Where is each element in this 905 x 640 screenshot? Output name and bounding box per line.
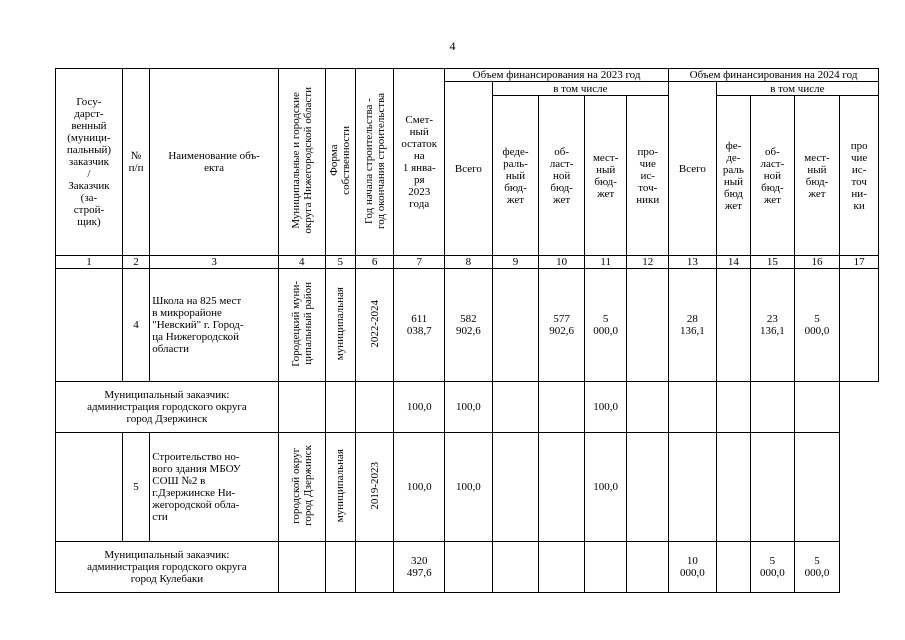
cell-local-2024 — [794, 433, 840, 542]
cell-object-name: Школа на 825 мест в микрорайоне "Невский" г. Город- ца Нижегородской области — [150, 269, 279, 382]
cell-total-2023: 100,0 — [445, 382, 493, 433]
column-number: 1 — [56, 256, 123, 269]
column-number-row — [56, 256, 879, 269]
cell-municipality — [278, 542, 325, 593]
column-number: 13 — [669, 256, 717, 269]
column-number: 4 — [278, 256, 325, 269]
header-number: № п/п — [122, 69, 149, 256]
header-financing-2023: Объем финансирования на 2023 год — [445, 69, 669, 82]
cell-regional-2023 — [539, 433, 585, 542]
header-regional-2023: об- ласт- ной бюд- жет — [539, 96, 585, 256]
cell-customer — [56, 269, 123, 382]
column-number: 3 — [150, 256, 279, 269]
cell-local-2023: 5 000,0 — [584, 269, 627, 382]
cell-ownership — [325, 542, 355, 593]
column-number: 10 — [539, 256, 585, 269]
cell-municipality — [278, 382, 325, 433]
header-estimate: Смет- ный остаток на 1 янва- ря 2023 года — [394, 69, 445, 256]
cell-empty — [840, 382, 879, 433]
cell-years: 2022-2024 — [355, 269, 394, 382]
cell-regional-2023 — [539, 382, 585, 433]
cell-federal-2023 — [492, 269, 539, 382]
cell-regional-2023: 577 902,6 — [539, 269, 585, 382]
cell-total-2024 — [669, 433, 717, 542]
cell-local-2024: 5 000,0 — [794, 542, 840, 593]
column-number: 6 — [355, 256, 394, 269]
header-local-2023: мест- ный бюд- жет — [584, 96, 627, 256]
header-other-2023: про- чие ис- точ- ники — [627, 96, 669, 256]
cell-ownership — [325, 382, 355, 433]
cell-local-2023: 100,0 — [584, 382, 627, 433]
cell-number: 5 — [122, 433, 149, 542]
cell-municipality: Городецкий муни- ципальный район — [278, 269, 325, 382]
cell-object-name: Строительство но- вого здания МБОУ СОШ №2 в г.Дзержинске Ни- жегородской обла- сти — [150, 433, 279, 542]
financing-table — [55, 68, 879, 593]
column-number: 2 — [122, 256, 149, 269]
column-number: 15 — [751, 256, 795, 269]
column-number: 5 — [325, 256, 355, 269]
header-customer: Госу- дарст- венный (муници- пальный) заказчик / Заказчик (за- строй- щик) — [56, 69, 123, 256]
cell-regional-2024 — [751, 433, 795, 542]
table-row-mbou — [56, 433, 879, 542]
cell-estimate: 611 038,7 — [394, 269, 445, 382]
column-number: 9 — [492, 256, 539, 269]
header-federal-2023: феде- раль- ный бюд- жет — [492, 96, 539, 256]
cell-total-2023: 100,0 — [445, 433, 493, 542]
header-total-2024: Всего — [669, 82, 717, 256]
cell-customer — [56, 433, 123, 542]
column-number: 16 — [794, 256, 840, 269]
header-total-2023: Всего — [445, 82, 493, 256]
cell-ownership: муниципальная — [325, 433, 355, 542]
cell-other-2023 — [627, 269, 669, 382]
table-row-school — [56, 269, 879, 382]
cell-total-2024: 10 000,0 — [669, 542, 717, 593]
cell-empty — [840, 542, 879, 593]
cell-federal-2024 — [716, 382, 750, 433]
cell-estimate: 100,0 — [394, 382, 445, 433]
cell-local-2023 — [584, 542, 627, 593]
cell-federal-2023 — [492, 382, 539, 433]
cell-regional-2024: 5 000,0 — [751, 542, 795, 593]
cell-regional-2023 — [539, 542, 585, 593]
cell-federal-2023 — [492, 433, 539, 542]
table-row-customer-dzerzhinsk — [56, 382, 879, 433]
cell-total-2023: 582 902,6 — [445, 269, 493, 382]
header-years: Год начала строительства - год окончания строительства — [355, 69, 394, 256]
cell-empty — [840, 433, 879, 542]
cell-total-2024: 28 136,1 — [669, 269, 717, 382]
cell-estimate: 320 497,6 — [394, 542, 445, 593]
cell-other-2023 — [627, 382, 669, 433]
cell-local-2023: 100,0 — [584, 433, 627, 542]
cell-federal-2024 — [716, 542, 750, 593]
cell-local-2024 — [794, 382, 840, 433]
header-including-2023: в том числе — [492, 82, 668, 96]
cell-years — [355, 542, 394, 593]
header-municipality: Муниципальные и городские округа Нижегородской области — [278, 69, 325, 256]
table-row-customer-kulebaki — [56, 542, 879, 593]
header-regional-2024: об- ласт- ной бюд- жет — [751, 96, 795, 256]
cell-years: 2019-2023 — [355, 433, 394, 542]
cell-municipality: городской округ город Дзержинск — [278, 433, 325, 542]
cell-total-2024 — [669, 382, 717, 433]
header-including-2024: в том числе — [716, 82, 878, 96]
cell-ownership: муниципальная — [325, 269, 355, 382]
header-local-2024: мест- ный бюд- жет — [794, 96, 840, 256]
cell-other-2023 — [627, 542, 669, 593]
header-financing-2024: Объем финансирования на 2024 год — [669, 69, 879, 82]
cell-customer-label: Муниципальный заказчик: администрация городского округа город Дзержинск — [56, 382, 279, 433]
cell-regional-2024: 23 136,1 — [751, 269, 795, 382]
cell-federal-2024 — [716, 433, 750, 542]
cell-other-2023 — [627, 433, 669, 542]
cell-years — [355, 382, 394, 433]
cell-local-2024: 5 000,0 — [794, 269, 840, 382]
column-number: 8 — [445, 256, 493, 269]
cell-federal-2024 — [716, 269, 750, 382]
cell-regional-2024 — [751, 382, 795, 433]
cell-estimate: 100,0 — [394, 433, 445, 542]
header-other-2024: про чие ис- точ ни- ки — [840, 96, 879, 256]
column-number: 11 — [584, 256, 627, 269]
column-number: 14 — [716, 256, 750, 269]
page-number: 4 — [449, 39, 456, 53]
column-number: 12 — [627, 256, 669, 269]
column-number: 7 — [394, 256, 445, 269]
header-object-name: Наименование объ- екта — [150, 69, 279, 256]
cell-federal-2023 — [492, 542, 539, 593]
cell-other-2024 — [840, 269, 879, 382]
cell-customer-label: Муниципальный заказчик: администрация городского округа город Кулебаки — [56, 542, 279, 593]
column-number: 17 — [840, 256, 879, 269]
header-ownership: Форма собственности — [325, 69, 355, 256]
header-federal-2024: фе- де- раль ный бюд жет — [716, 96, 750, 256]
cell-total-2023 — [445, 542, 493, 593]
cell-number: 4 — [122, 269, 149, 382]
